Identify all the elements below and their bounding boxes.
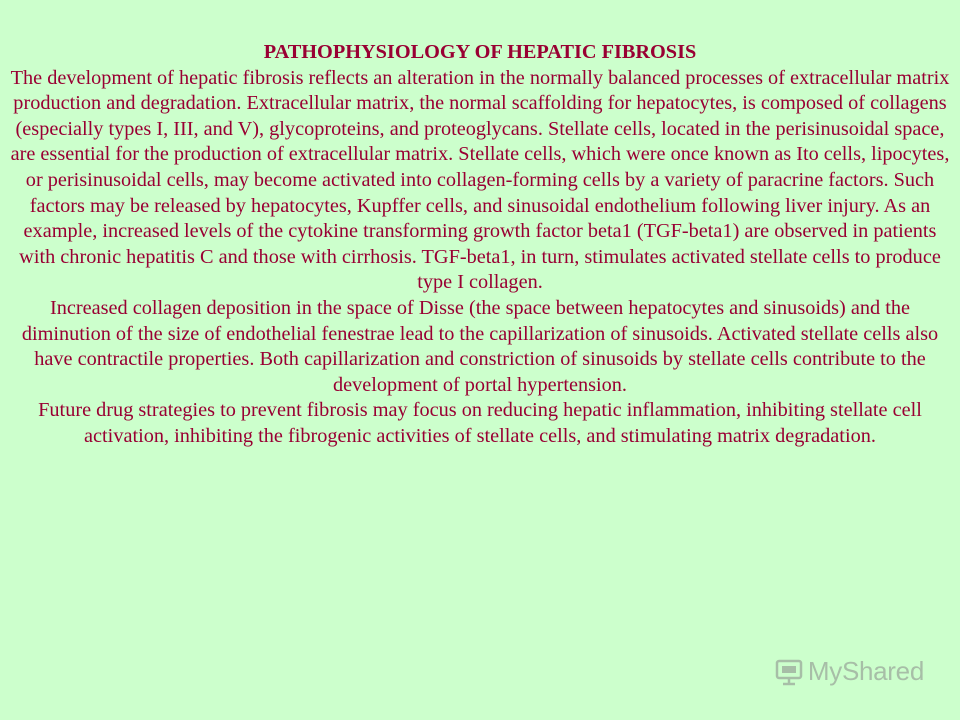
paragraph-collagen-deposition: Increased collagen deposition in the space of Disse (the space between hepatocytes and sinusoids) and the diminution of the size of endothelial fenestrae lead to the capillarization of sinusoids. Activated stellate cells also have contractile properties. Both capillarization and constriction of sinusoids by stellate cells contribute to the development of portal hypertension.: [21, 296, 939, 396]
watermark: [774, 656, 924, 687]
presentation-screen-icon: [774, 657, 804, 687]
paragraph-drug-strategies: Future drug strategies to prevent fibrosis may focus on reducing hepatic inflammation, inhibiting stellate cell activation, inhibiting the fibrogenic activities of stellate cells, and stimulating matrix degradation.: [38, 399, 922, 447]
slide-title: PATHOPHYSIOLOGY OF HEPATIC FIBROSIS: [263, 41, 697, 63]
slide-content: [4, 40, 956, 450]
paragraph-fibrosis-development: The development of hepatic fibrosis reflects an alteration in the normally balanced processes of extracellular matrix production and degradation. Extracellular matrix, the normal scaffolding for hepatocytes, is composed of collagens (especially types I, III, and V), glycoproteins, and proteoglycans. Stellate cells, located in the perisinusoidal space, are essential for the production of extracellular matrix. Stellate cells, which were once known as Ito cells, lipocytes, or perisinusoidal cells, may become activated into collagen-forming cells by a variety of paracrine factors. Such factors may be released by hepatocytes, Kupffer cells, and sinusoidal endothelium following liver injury. As an example, increased levels of the cytokine transforming growth factor beta1 (TGF-beta1) are observed in patients with chronic hepatitis C and those with cirrhosis. TGF-beta1, in turn, stimulates activated stellate cells to produce type I collagen.: [10, 66, 950, 294]
watermark-text: MyShared: [807, 656, 924, 686]
